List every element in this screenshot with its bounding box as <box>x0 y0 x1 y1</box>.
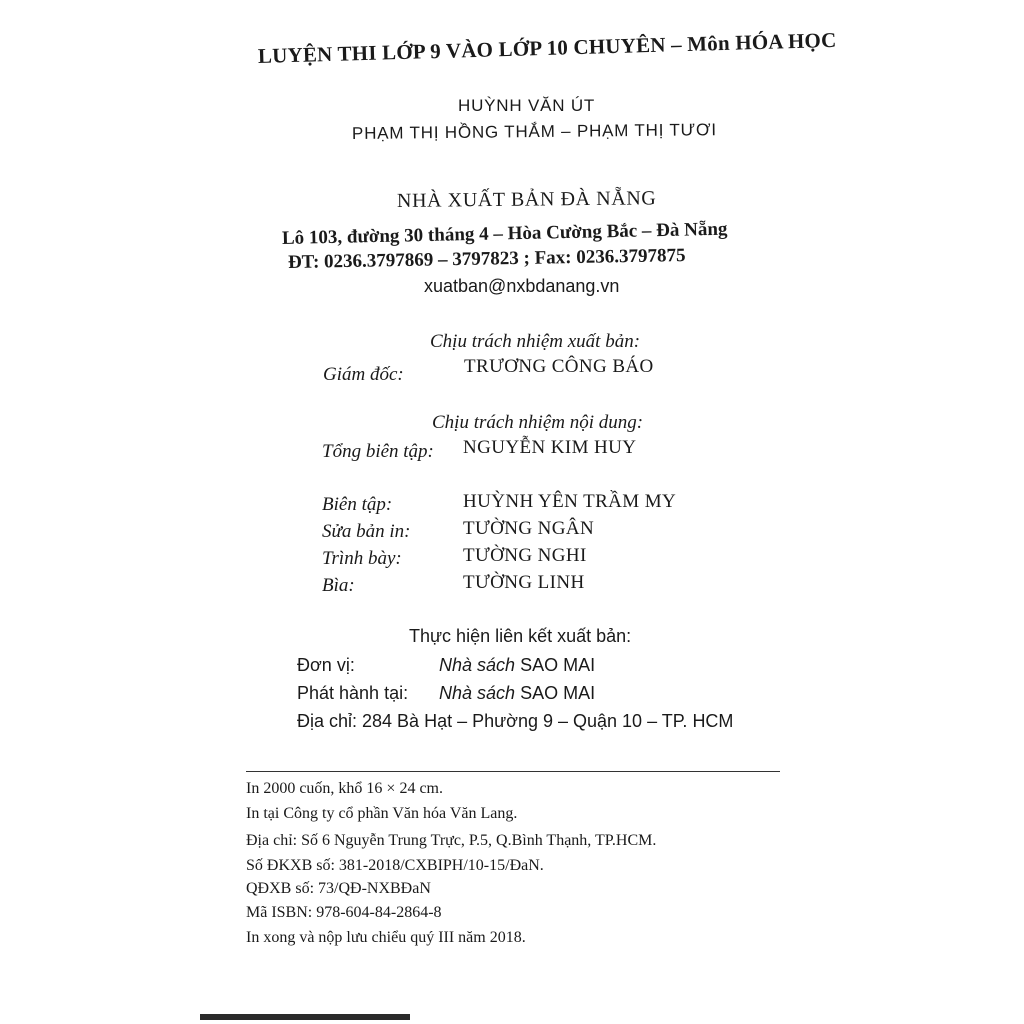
staff-role-layout: Trình bày: <box>322 548 402 569</box>
footer-line-printer-address: Địa chỉ: Số 6 Nguyễn Trung Trực, P.5, Q.Bình Thạnh, TP.HCM. <box>246 832 657 849</box>
staff-name-proofreader: TƯỜNG NGÂN <box>463 518 595 539</box>
responsible-content-heading: Chịu trách nhiệm nội dung: <box>432 412 644 433</box>
footer-line-deposit: In xong và nộp lưu chiểu quý III năm 2018. <box>246 929 526 946</box>
footer-line-registration: Số ĐKXB số: 381-2018/CXBIPH/10-15/ĐaN. <box>246 857 544 874</box>
affiliate-heading: Thực hiện liên kết xuất bản: <box>409 626 632 646</box>
publisher-email: xuatban@nxbdanang.vn <box>424 276 620 296</box>
staff-name-cover: TƯỜNG LINH <box>463 572 585 593</box>
director-role: Giám đốc: <box>323 364 404 385</box>
book-title: LUYỆN THI LỚP 9 VÀO LỚP 10 CHUYÊN – Môn HÓA HỌC <box>257 27 837 68</box>
affiliate-address: Địa chỉ: 284 Bà Hạt – Phường 9 – Quận 10 – TP. HCM <box>297 711 734 731</box>
footer-line-isbn: Mã ISBN: 978-604-84-2864-8 <box>246 904 442 921</box>
staff-role-editor: Biên tập: <box>322 494 393 515</box>
affiliate-dist <box>439 683 595 704</box>
footer-line-printer: In tại Công ty cổ phần Văn hóa Văn Lang. <box>246 805 518 822</box>
director-name: TRƯƠNG CÔNG BÁO <box>464 356 654 377</box>
responsible-publishing-heading: Chịu trách nhiệm xuất bản: <box>430 331 641 352</box>
affiliate-unit-italic: Nhà sách <box>439 655 516 675</box>
footer-divider <box>246 771 780 772</box>
footer-line-print-run: In 2000 cuốn, khổ 16 × 24 cm. <box>246 780 443 797</box>
staff-name-editor: HUỲNH YÊN TRẦM MY <box>463 491 677 512</box>
staff-role-cover: Bìa: <box>322 575 355 596</box>
staff-role-proofreader: Sửa bản in: <box>322 521 411 542</box>
publisher-name: NHÀ XUẤT BẢN ĐÀ NẴNG <box>396 187 657 212</box>
affiliate-dist-italic: Nhà sách <box>439 683 516 703</box>
affiliate-unit <box>439 655 595 676</box>
publisher-address: Lô 103, đường 30 tháng 4 – Hòa Cường Bắc – Đà Nẵng <box>281 218 728 249</box>
affiliate-dist-label: Phát hành tại: <box>297 683 409 703</box>
affiliate-unit-label: Đơn vị: <box>297 655 355 675</box>
publisher-phone: ĐT: 0236.3797869 – 3797823 ; Fax: 0236.3797875 <box>287 245 686 273</box>
staff-name-layout: TƯỜNG NGHI <box>463 545 587 566</box>
affiliate-unit-name: SAO MAI <box>520 655 596 675</box>
affiliate-dist-name: SAO MAI <box>520 683 596 703</box>
editor-in-chief-name: NGUYỄN KIM HUY <box>463 437 637 458</box>
author-line-1: HUỲNH VĂN ÚT <box>458 96 596 115</box>
editor-in-chief-role: Tổng biên tập: <box>322 441 434 462</box>
page-edge-shadow <box>200 1014 410 1020</box>
author-line-2: PHẠM THỊ HỒNG THẮM – PHẠM THỊ TƯƠI <box>351 120 717 143</box>
footer-line-decision: QĐXB số: 73/QĐ-NXBĐaN <box>246 880 431 897</box>
